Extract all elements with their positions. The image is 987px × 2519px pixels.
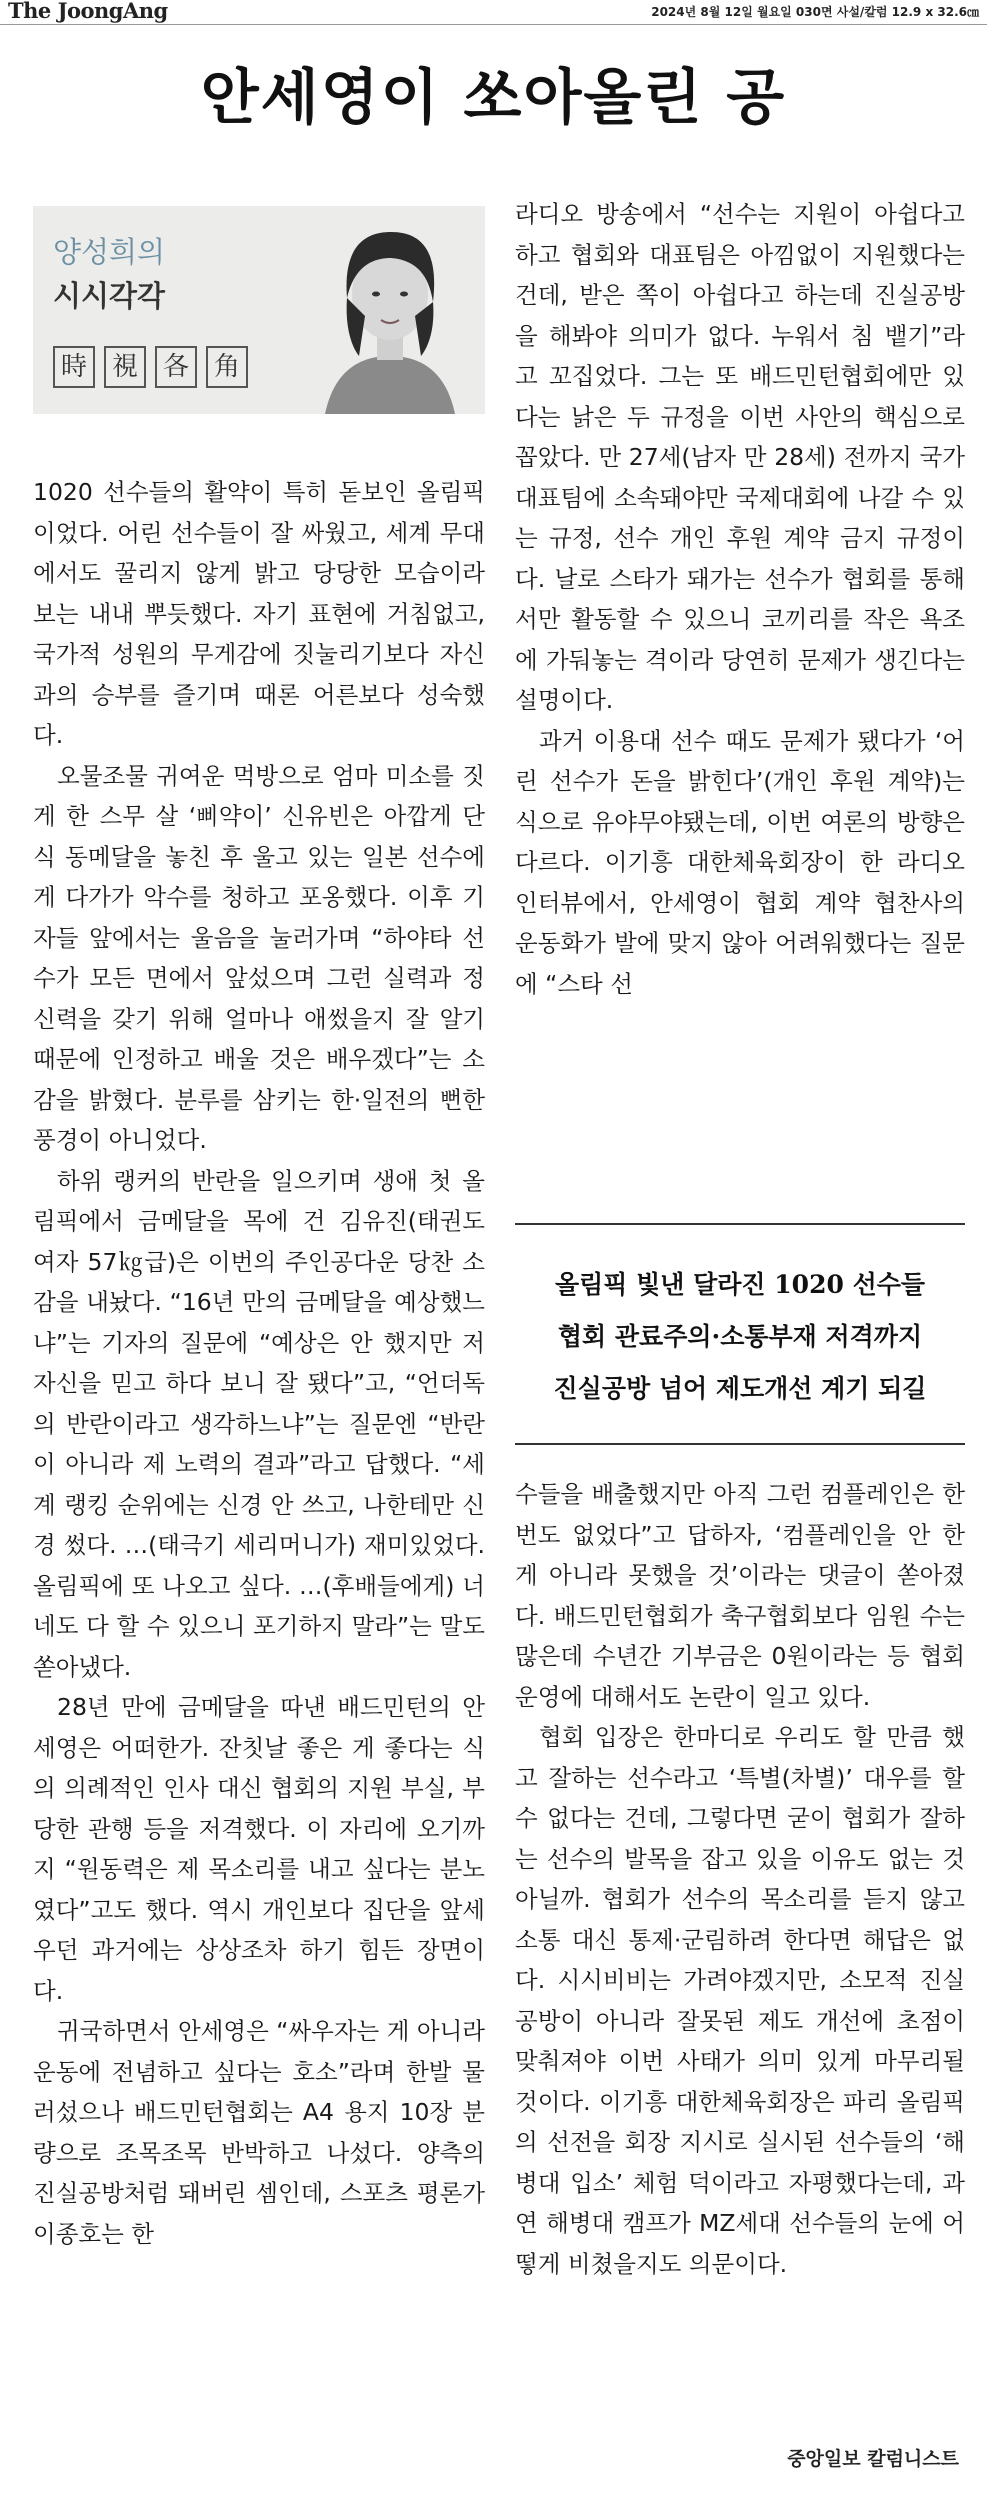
body-column-right-bottom xyxy=(515,1474,965,2284)
hanja-char: 各 xyxy=(155,346,197,388)
body-paragraph: 귀국하면서 안세영은 “싸우자는 게 아니라 운동에 전념하고 싶다는 호소”라며 한발 물러섰으나 배드민턴협회는 A4 용지 10장 분량으로 조목조목 반박하고 나섰다. 양측의 진실공방처럼 돼버린 셈인데, 스포츠 평론가 이종호는 한 xyxy=(33,2017,485,2248)
pull-quote xyxy=(515,1223,965,1445)
author-signature: 중앙일보 칼럼니스트 xyxy=(787,2448,959,2470)
body-paragraph: 1020 선수들의 활약이 특히 돋보인 올림픽이었다. 어린 선수들이 잘 싸웠고, 세계 무대에서도 꿀리지 않게 밝고 당당한 모습이라 보는 내내 뿌듯했다. 자기 표현에 거침없고, 국가적 성원의 무게감에 짓눌리기보다 자신과의 승부를 즐기며 때론 어른보다 성숙했다. xyxy=(33,478,485,749)
pull-quote-line: 협회 관료주의·소통부재 저격까지 xyxy=(557,1322,923,1351)
header-divider xyxy=(0,24,987,25)
body-paragraph: 과거 이용대 선수 때도 문제가 됐다가 ‘어린 선수가 돈을 밝힌다’(개인 후원 계약)는 식으로 유야무야됐는데, 이번 여론의 방향은 다르다. 이기흥 대한체육회장이 한 라디오 인터뷰에서, 안세영이 협회 계약 협찬사의 운동화가 발에 맞지 않아 어려워했다는 질문에 “스타 선 xyxy=(515,726,965,998)
body-paragraph: 수들을 배출했지만 아직 그런 컴플레인은 한 번도 없었다”고 답하자, ‘컴플레인을 안 한 게 아니라 못했을 것’이라는 댓글이 쏟아졌다. 배드민턴협회가 축구협회보다 임원 수는 많은데 수년간 기부금은 0원이라는 등 협회 운영에 대해서도 논란이 일고 있다. xyxy=(515,1480,965,1711)
hanja-row xyxy=(53,346,248,388)
hanja-char: 視 xyxy=(104,346,146,388)
body-column-left xyxy=(33,472,485,2254)
column-series-title: 시시각각 xyxy=(53,279,166,313)
body-paragraph: 28년 만에 금메달을 따낸 배드민턴의 안세영은 어떠한가. 잔칫날 좋은 게 좋다는 식의 의례적인 인사 대신 협회의 지원 부실, 부당한 관행 등을 저격했다. 이 자리에 오기까지 “원동력은 제 목소리를 내고 싶다는 분노였다”고도 했다. 역시 개인보다 집단을 앞세우던 과거에는 상상조차 하기 힘든 장면이다. xyxy=(33,1693,485,2005)
author-portrait xyxy=(295,206,485,414)
pull-quote-line: 진실공방 넘어 제도개선 계기 되길 xyxy=(553,1374,927,1403)
body-paragraph: 하위 랭커의 반란을 일으키며 생애 첫 올림픽에서 금메달을 목에 건 김유진(태권도 여자 57㎏급)은 이번의 주인공다운 당찬 소감을 내놨다. “16년 만의 금메달을 예상했느냐”는 기자의 질문에 “예상은 안 했지만 저 자신을 믿고 하다 보니 잘 됐다”고, “언더독의 반란이라고 생각하느냐”는 질문엔 “반란이 아니라 제 노력의 결과”라고 답했다. “세계 랭킹 순위에는 신경 안 쓰고, 나한테만 신경 썼다. …(태극기 세리머니가) 재미있었다. 올림픽에 또 나오고 싶다. …(후배들에게) 너네도 다 할 수 있으니 포기하지 말라”는 말도 쏟아냈다. xyxy=(33,1166,485,1681)
issue-meta: 2024년 8월 12일 월요일 030면 사설/칼럼 12.9 x 32.6㎝ xyxy=(651,5,979,19)
column-box xyxy=(33,206,485,414)
newspaper-logo: The JoongAng xyxy=(8,0,168,23)
hanja-char: 時 xyxy=(53,346,95,388)
body-paragraph: 라디오 방송에서 “선수는 지원이 아쉽다고 하고 협회와 대표팀은 아낌없이 지원했다는 건데, 받은 쪽이 아쉽다고 하는데 진실공방을 해봐야 의미가 없다. 누워서 침 뱉기”라고 꼬집었다. 그는 또 배드민턴협회에만 있다는 낡은 두 규정을 이번 사안의 핵심으로 꼽았다. 만 27세(남자 만 28세) 전까지 국가대표팀에 소속돼야만 국제대회에 나갈 수 있는 규정, 선수 개인 후원 계약 금지 규정이다. 날로 스타가 돼가는 선수가 협회를 통해서만 활동할 수 있으니 코끼리를 작은 욕조에 가둬놓는 격이라 당연히 문제가 생긴다는 설명이다. xyxy=(515,200,965,714)
body-paragraph: 협회 입장은 한마디로 우리도 할 만큼 했고 잘하는 선수라고 ‘특별(차별)’ 대우를 할 수 없다는 건데, 그렇다면 굳이 협회가 잘하는 선수의 발목을 잡고 있을 이유도 없는 것 아닐까. 협회가 선수의 목소리를 듣지 않고 소통 대신 통제·군림하려 한다면 해답은 없다. 시시비비는 가려야겠지만, 소모적 진실공방이 아니라 잘못된 제도 개선에 초점이 맞춰져야 이번 사태가 의미 있게 마무리될 것이다. 이기흥 대한체육회장은 파리 올림픽의 선전을 회장 지시로 실시된 선수들의 ‘해병대 입소’ 체험 덕이라고 자평했다는데, 과연 해병대 캠프가 MZ세대 선수들의 눈에 어떻게 비쳤을지도 의문이다. xyxy=(515,1723,965,2278)
pull-quote-text xyxy=(515,1225,965,1443)
pull-quote-line: 올림픽 빛낸 달라진 1020 선수들 xyxy=(554,1270,926,1299)
page-header xyxy=(0,0,987,22)
body-column-right-top xyxy=(515,194,965,1004)
body-paragraph: 오물조물 귀여운 먹방으로 엄마 미소를 짓게 한 스무 살 ‘삐약이’ 신유빈은 아깝게 단식 동메달을 놓친 후 울고 있는 일본 선수에게 다가가 악수를 청하고 포옹했다. 이후 기자들 앞에서는 울음을 눌러가며 “하야타 선수가 모든 면에서 앞섰으며 그런 실력과 정신력을 갖기 위해 얼마나 애썼을지 잘 알기 때문에 인정하고 배울 것은 배우겠다”는 소감을 밝혔다. 분루를 삼키는 한·일전의 뻔한 풍경이 아니었다. xyxy=(33,761,485,1154)
article-title: 안세영이 쏘아올린 공 xyxy=(200,63,787,133)
author-name: 양성희의 xyxy=(53,235,166,269)
hanja-char: 角 xyxy=(206,346,248,388)
pull-quote-rule-bottom xyxy=(515,1443,965,1445)
